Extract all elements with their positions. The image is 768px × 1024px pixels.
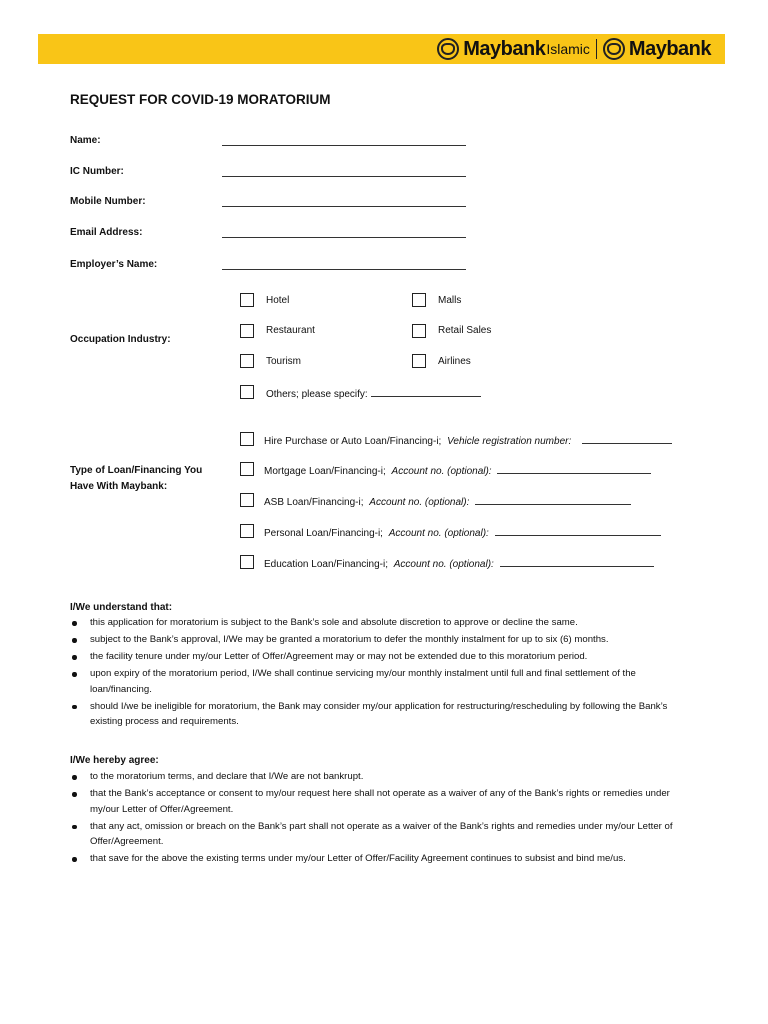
brand-logos bbox=[437, 36, 711, 62]
mobile-number-label: Mobile Number: bbox=[70, 196, 146, 207]
tiger-icon bbox=[603, 38, 625, 60]
email-address-label: Email Address: bbox=[70, 227, 143, 238]
agree-list bbox=[70, 769, 690, 868]
option-malls-label: Malls bbox=[438, 295, 462, 306]
brand-left-sub-text: Islamic bbox=[546, 41, 590, 57]
checkbox-asb[interactable] bbox=[240, 493, 254, 507]
option-others-label: Others; please specify: bbox=[266, 389, 368, 400]
checkbox-others[interactable] bbox=[240, 385, 254, 399]
list-item: this application for moratorium is subject to the Bank’s sole and absolute discretion to approve or decline the same. bbox=[70, 615, 690, 631]
brand-left-text: Maybank bbox=[463, 37, 546, 60]
list-item: should I/we be ineligible for moratorium, the Bank may consider my/our application for restructuring/rescheduling by following the Bank’s existing process and requirements. bbox=[70, 699, 690, 730]
maybank-logo bbox=[603, 38, 711, 61]
understand-list bbox=[70, 615, 690, 731]
option-asb bbox=[264, 494, 631, 508]
vehicle-registration-field[interactable] bbox=[582, 433, 672, 444]
employer-name-label: Employer’s Name: bbox=[70, 259, 158, 270]
list-item: that the Bank’s acceptance or consent to my/our request here shall not operate as a waiver of any of the Bank’s rights or remedies under my/our Letter of Offer/Agreement. bbox=[70, 786, 690, 817]
option-tourism-label: Tourism bbox=[266, 356, 302, 367]
list-item: to the moratorium terms, and declare that I/We are not bankrupt. bbox=[70, 769, 690, 785]
maybank-islamic-logo bbox=[437, 38, 590, 61]
option-retail-sales-label: Retail Sales bbox=[438, 325, 492, 336]
loan-type-label-line2: Have With Maybank: bbox=[70, 481, 168, 492]
checkbox-restaurant[interactable] bbox=[240, 324, 254, 338]
name-label: Name: bbox=[70, 135, 101, 146]
header-bar bbox=[38, 34, 725, 64]
asb-account-field[interactable] bbox=[475, 494, 631, 505]
form-title: REQUEST FOR COVID-19 MORATORIUM bbox=[70, 92, 331, 107]
option-others bbox=[266, 386, 481, 400]
tiger-icon bbox=[437, 38, 459, 60]
logo-divider bbox=[596, 39, 597, 59]
occupation-industry-label: Occupation Industry: bbox=[70, 334, 171, 345]
option-hire-purchase-label: Hire Purchase or Auto Loan/Financing-i; bbox=[264, 436, 442, 447]
option-mortgage bbox=[264, 463, 651, 477]
option-hire-purchase bbox=[264, 433, 672, 447]
name-field[interactable] bbox=[222, 135, 466, 146]
brand-right-text: Maybank bbox=[628, 37, 711, 60]
option-restaurant-label: Restaurant bbox=[266, 325, 315, 336]
list-item: that any act, omission or breach on the Bank’s part shall not operate as a waiver of the Bank’s rights and remedies under my/our Letter of Offer/Agreement. bbox=[70, 819, 690, 850]
others-specify-field[interactable] bbox=[371, 386, 481, 397]
vehicle-registration-label: Vehicle registration number: bbox=[447, 436, 572, 447]
option-personal bbox=[264, 525, 661, 539]
checkbox-tourism[interactable] bbox=[240, 354, 254, 368]
checkbox-personal[interactable] bbox=[240, 524, 254, 538]
checkbox-malls[interactable] bbox=[412, 293, 426, 307]
mortgage-account-field[interactable] bbox=[497, 463, 651, 474]
list-item: upon expiry of the moratorium period, I/We shall continue servicing my/our monthly instalment until full and final settlement of the loan/financing. bbox=[70, 666, 690, 697]
ic-number-label: IC Number: bbox=[70, 166, 124, 177]
education-account-label: Account no. (optional): bbox=[393, 559, 494, 570]
personal-account-label: Account no. (optional): bbox=[388, 528, 489, 539]
personal-account-field[interactable] bbox=[495, 525, 661, 536]
asb-account-label: Account no. (optional): bbox=[369, 497, 470, 508]
education-account-field[interactable] bbox=[500, 556, 654, 567]
checkbox-retail-sales[interactable] bbox=[412, 324, 426, 338]
option-airlines-label: Airlines bbox=[438, 356, 471, 367]
option-education-label: Education Loan/Financing-i; bbox=[264, 559, 388, 570]
checkbox-hotel[interactable] bbox=[240, 293, 254, 307]
option-asb-label: ASB Loan/Financing-i; bbox=[264, 497, 364, 508]
option-education bbox=[264, 556, 654, 570]
option-personal-label: Personal Loan/Financing-i; bbox=[264, 528, 383, 539]
employer-name-field[interactable] bbox=[222, 259, 466, 270]
checkbox-hire-purchase[interactable] bbox=[240, 432, 254, 446]
agree-title: I/We hereby agree: bbox=[70, 755, 159, 766]
checkbox-mortgage[interactable] bbox=[240, 462, 254, 476]
mortgage-account-label: Account no. (optional): bbox=[391, 466, 492, 477]
email-address-field[interactable] bbox=[222, 227, 466, 238]
checkbox-education[interactable] bbox=[240, 555, 254, 569]
list-item: subject to the Bank’s approval, I/We may be granted a moratorium to defer the monthly instalment for up to six (6) months. bbox=[70, 632, 690, 648]
understand-title: I/We understand that: bbox=[70, 602, 173, 613]
option-hotel-label: Hotel bbox=[266, 295, 290, 306]
list-item: that save for the above the existing terms under my/our Letter of Offer/Facility Agreement continues to subsist and bind me/us. bbox=[70, 851, 690, 867]
list-item: the facility tenure under my/our Letter of Offer/Agreement may or may not be extended due to this moratorium period. bbox=[70, 649, 690, 665]
ic-number-field[interactable] bbox=[222, 166, 466, 177]
mobile-number-field[interactable] bbox=[222, 196, 466, 207]
checkbox-airlines[interactable] bbox=[412, 354, 426, 368]
loan-type-label bbox=[70, 463, 202, 495]
option-mortgage-label: Mortgage Loan/Financing-i; bbox=[264, 466, 386, 477]
loan-type-label-line1: Type of Loan/Financing You bbox=[70, 465, 203, 476]
